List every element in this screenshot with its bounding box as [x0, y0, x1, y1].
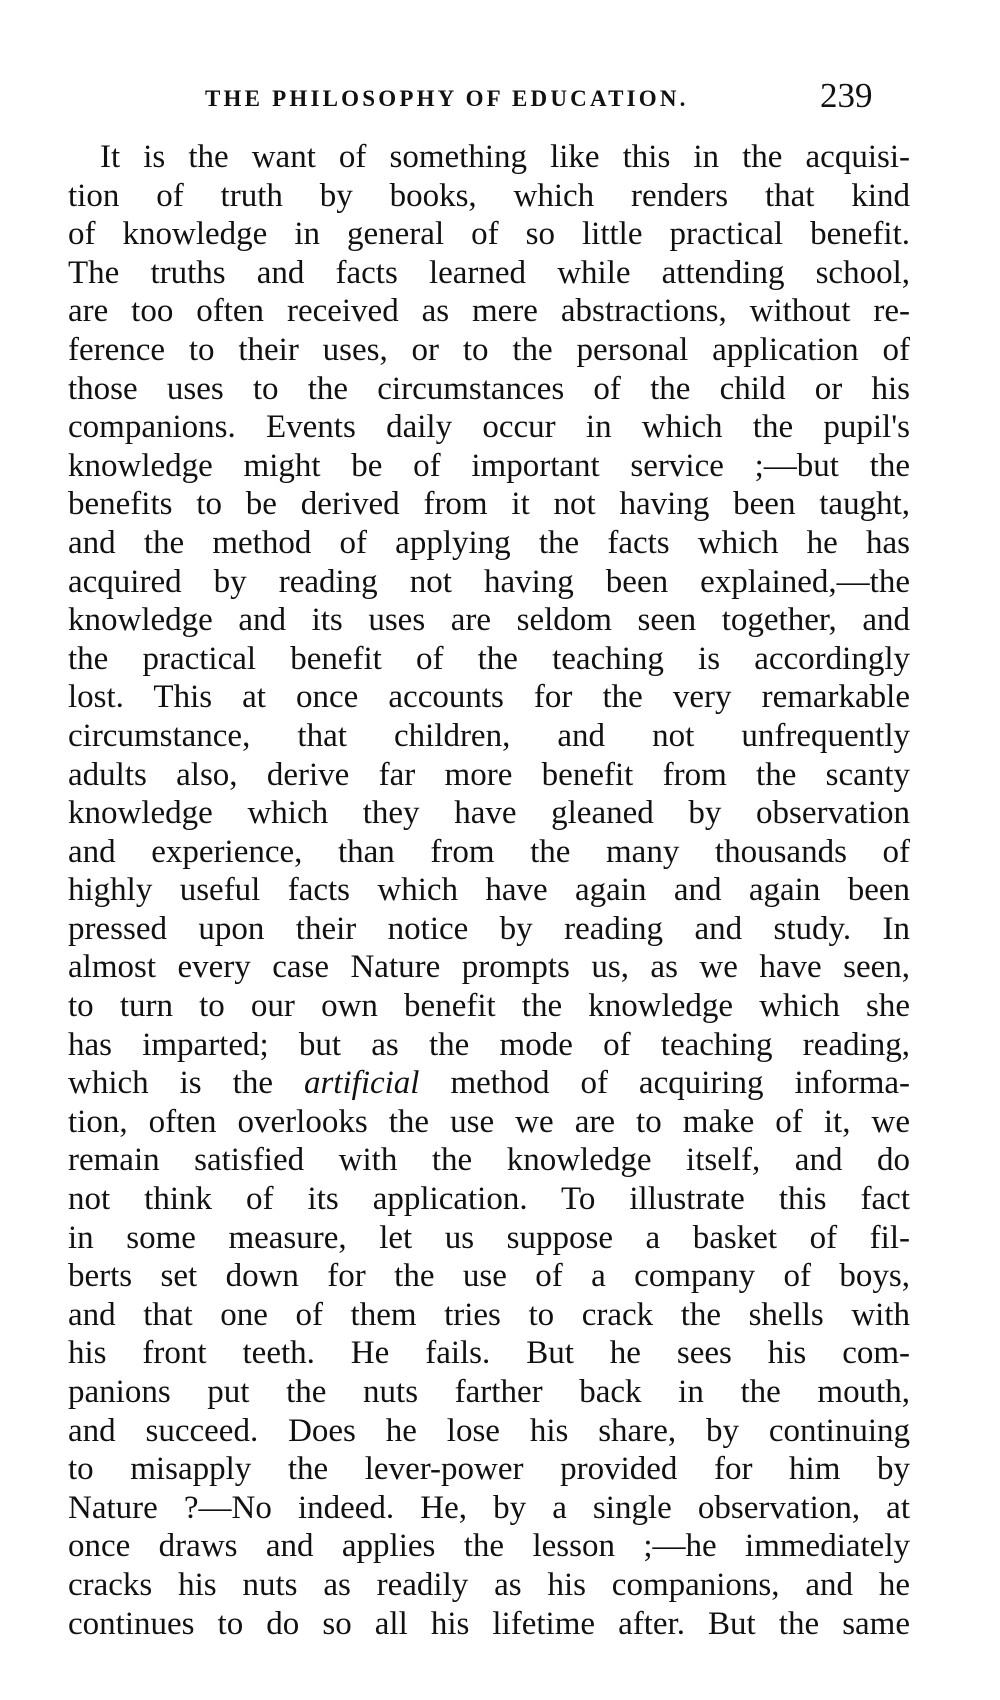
text-line: berts set down for the use of a company of boys, — [68, 1258, 910, 1295]
text-line: not think of its application. To illustrate this fact — [68, 1181, 910, 1218]
text-line: knowledge which they have gleaned by observation — [68, 795, 910, 832]
text-line: and succeed. Does he lose his share, by continuing — [68, 1412, 910, 1449]
text-line: circumstance, that children, and not unfrequently — [68, 717, 910, 754]
text-line: and the method of applying the facts which he has — [68, 524, 910, 561]
text-line: in some measure, let us suppose a basket of fil- — [68, 1219, 910, 1256]
text-line: ference to their uses, or to the personal application of — [68, 331, 910, 368]
text-line: and experience, than from the many thousands of — [68, 833, 910, 870]
text-line: lost. This at once accounts for the very remarkable — [68, 679, 910, 716]
text-line: to turn to our own benefit the knowledge which she — [68, 988, 910, 1025]
page-number: 239 — [820, 76, 873, 115]
text-line: and that one of them tries to crack the shells with — [68, 1296, 910, 1333]
running-title: THE PHILOSOPHY OF EDUCATION. — [205, 86, 689, 111]
text-line: Nature ?—No indeed. He, by a single observation, at — [68, 1489, 910, 1526]
text-line: remain satisfied with the knowledge itself, and do — [68, 1142, 910, 1179]
text-line: almost every case Nature prompts us, as we have seen, — [68, 949, 910, 986]
text-line: tion of truth by books, which renders that kind — [68, 177, 910, 214]
text-line: continues to do so all his lifetime after. But the same — [68, 1605, 910, 1642]
text-line: cracks his nuts as readily as his companions, and he — [68, 1566, 910, 1603]
text-line: adults also, derive far more benefit from the scanty — [68, 756, 910, 793]
text-line: his front teeth. He fails. But he sees his com- — [68, 1335, 910, 1372]
text-line: to misapply the lever-power provided for him by — [68, 1451, 910, 1488]
text-line: benefits to be derived from it not having been taught, — [68, 486, 910, 523]
text-line: once draws and applies the lesson ;—he immediately — [68, 1528, 910, 1565]
text-line: highly useful facts which have again and again been — [68, 872, 910, 909]
text-line: knowledge might be of important service ;—but the — [68, 447, 910, 484]
text-line: the practical benefit of the teaching is accordingly — [68, 640, 910, 677]
text-line: The truths and facts learned while attending school, — [68, 254, 910, 291]
text-line: knowledge and its uses are seldom seen together, and — [68, 602, 910, 639]
emphasized-word: artificial — [303, 1065, 420, 1102]
running-head — [0, 76, 1000, 126]
text-line: has imparted; but as the mode of teaching reading, — [68, 1026, 910, 1063]
text-line: It is the want of something like this in the acquisi- — [100, 139, 910, 175]
text-line: of knowledge in general of so little practical benefit. — [68, 216, 910, 253]
text-line: panions put the nuts farther back in the mouth, — [68, 1374, 910, 1410]
line-segment: which is the — [68, 1065, 304, 1102]
text-line: pressed upon their notice by reading and study. In — [68, 910, 910, 947]
text-line: are too often received as mere abstractions, without re- — [68, 293, 910, 330]
text-line: tion, often overlooks the use we are to make of it, we — [68, 1103, 910, 1140]
line-segment: method of acquiring informa- — [419, 1065, 910, 1102]
body-text — [68, 138, 910, 1643]
text-line: acquired by reading not having been explained,—the — [68, 563, 910, 600]
text-line: companions. Events daily occur in which the pupil's — [68, 409, 910, 446]
text-line: those uses to the circumstances of the child or his — [68, 370, 910, 407]
text-line-with-emphasis — [68, 1064, 910, 1103]
